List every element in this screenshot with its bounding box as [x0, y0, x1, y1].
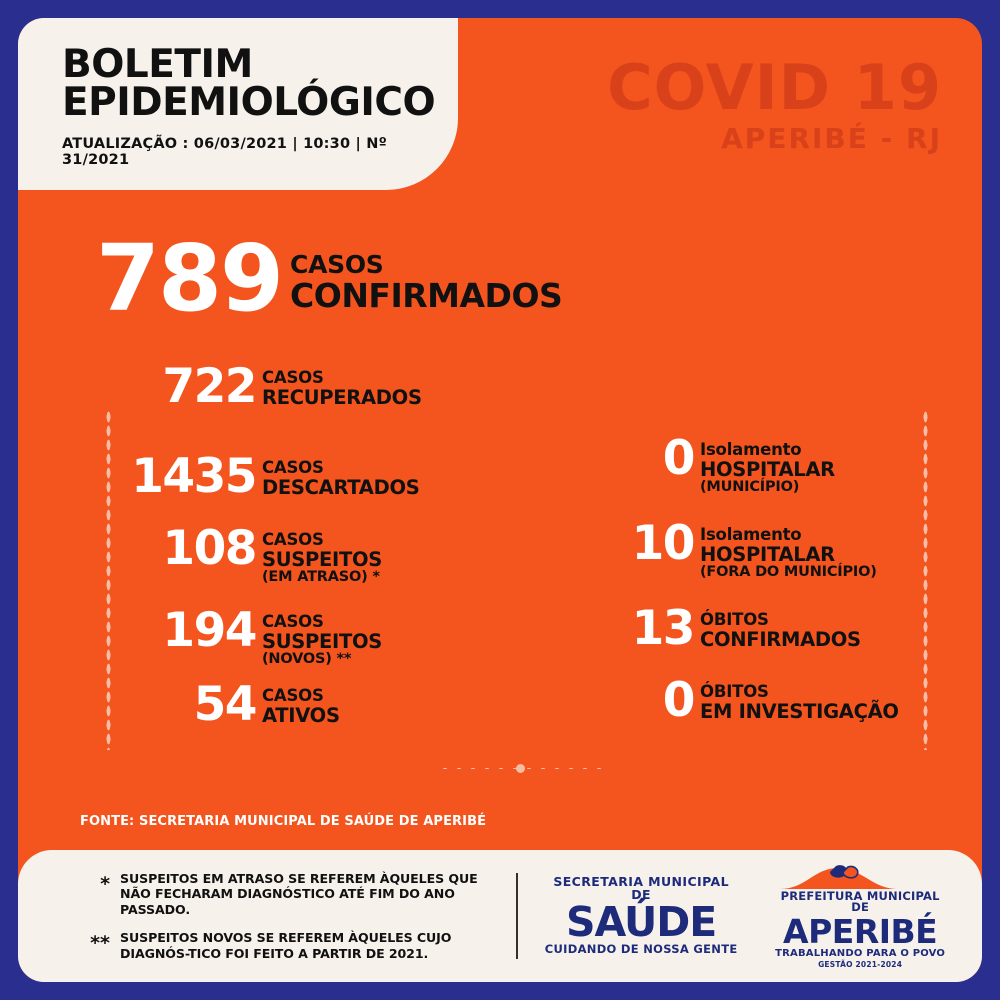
stat-label-line-3: (EM ATRASO) *: [262, 568, 380, 585]
stat-confirmed-cases: [96, 225, 563, 332]
stat-label-line-1: ÓBITOS: [700, 610, 769, 629]
source-note: FONTE: SECRETARIA MUNICIPAL DE SAÚDE DE APERIBÉ: [80, 814, 487, 829]
stat-label-line-2: RECUPERADOS: [262, 385, 422, 409]
stat-label-line-1: CASOS: [262, 686, 324, 705]
stat-label-line-1: CASOS: [262, 458, 324, 477]
logo-saude-top: SECRETARIA MUNICIPAL DE: [553, 874, 729, 902]
stat-labels: [262, 610, 382, 667]
brand-title: COVID 19: [607, 51, 942, 124]
footnote-text: SUSPEITOS NOVOS SE REFEREM ÀQUELES CUJO DIAGNÓS-TICO FOI FEITO A PARTIR DE 2021.: [120, 929, 452, 961]
stat-labels: [700, 608, 861, 650]
poster-body: [18, 18, 982, 982]
stat-value: 54: [193, 677, 256, 732]
stat-labels: [262, 684, 340, 726]
footer-divider: [516, 873, 518, 959]
stat-value: 10: [631, 516, 694, 571]
title-card: [18, 18, 458, 190]
footnotes: [52, 871, 510, 962]
logo-aperibe-top: PREFEITURA MUNICIPAL DE: [780, 888, 940, 915]
stat-label-line-3: (MUNICÍPIO): [700, 478, 800, 495]
footnote-marker: *: [100, 872, 110, 895]
footnote-text: SUSPEITOS EM ATRASO SE REFEREM ÀQUELES QUE NÃO FECHARAM DIAGNÓSTICO ATÉ FIM DO ANO PASSADO.: [120, 870, 478, 918]
stat-label-line-1: Isolamento: [700, 525, 802, 544]
stat-label-line-1: CASOS: [262, 612, 324, 631]
stat-label-line-2: EM INVESTIGAÇÃO: [700, 699, 899, 723]
dotted-divider-right: [923, 410, 928, 750]
stat-value: 789: [96, 225, 283, 332]
logo-secretaria-saude: [544, 876, 738, 956]
logo-aperibe-tagline: TRABALHANDO PARA O POVO: [775, 947, 946, 959]
stat-value: 722: [162, 359, 256, 414]
stat-label-line-1: CASOS: [262, 368, 324, 387]
stat-label-line-2: ATIVOS: [262, 703, 340, 727]
stat-label-line-3: (NOVOS) **: [262, 650, 352, 667]
stat-value: 194: [162, 603, 256, 658]
stat-label-line-2: CONFIRMADOS: [290, 276, 563, 315]
logo-aperibe-term: GESTÃO 2021-2024: [818, 959, 903, 969]
stat-value: 1435: [131, 449, 256, 504]
logo-aperibe-title: APERIBÉ: [783, 911, 938, 951]
stat-label-line-2: SUSPEITOS: [262, 547, 383, 571]
dotted-divider-bottom: [438, 766, 608, 771]
footer: [18, 850, 982, 982]
stat-label-line-1: ÓBITOS: [700, 682, 769, 701]
stat-active: [96, 677, 340, 732]
logo-saude-tagline: CUIDANDO DE NOSSA GENTE: [544, 942, 738, 957]
stat-label-line-1: Isolamento: [700, 440, 802, 459]
stat-label-line-1: CASOS: [290, 250, 384, 279]
stat-discarded: [96, 449, 420, 504]
brand-location: APERIBÉ - RJ: [721, 121, 942, 155]
stat-label-line-2: HOSPITALAR: [700, 542, 835, 566]
header: [18, 18, 982, 193]
covid-brand: [607, 51, 942, 155]
footer-logos: [544, 864, 948, 969]
page-title: [62, 42, 458, 126]
stat-labels: [700, 438, 835, 495]
logo-prefeitura-aperibe: [772, 864, 948, 969]
hill-icon: [776, 864, 944, 890]
stat-value: 0: [662, 431, 694, 486]
stat-labels: [262, 366, 422, 408]
stat-value: 108: [162, 521, 256, 576]
stat-suspected-backlog: [96, 521, 383, 585]
footnote-marker: **: [90, 931, 110, 954]
footnote-item: [80, 930, 510, 961]
stat-hospital-isolation-municipality: [618, 431, 835, 495]
stat-label-line-2: CONFIRMADOS: [700, 627, 861, 651]
stat-labels: [700, 523, 877, 580]
stat-recovered: [96, 359, 422, 414]
stat-label-line-1: CASOS: [262, 530, 324, 549]
stat-label-line-2: SUSPEITOS: [262, 629, 383, 653]
title-line-1: BOLETIM: [62, 42, 253, 87]
stat-value: 13: [631, 601, 694, 656]
stat-labels: [700, 680, 899, 722]
stat-deaths-confirmed: [618, 601, 861, 656]
stat-labels: [262, 528, 382, 585]
title-line-2: EPIDEMIOLÓGICO: [62, 80, 436, 126]
logo-saude-title: SAÚDE: [565, 898, 717, 947]
stat-label-line-3: (FORA DO MUNICÍPIO): [700, 563, 877, 580]
stat-labels: [262, 456, 419, 498]
stat-label-line-2: DESCARTADOS: [262, 475, 420, 499]
stat-suspected-new: [96, 603, 383, 667]
stat-hospital-isolation-outside: [618, 516, 877, 580]
footnote-item: [80, 871, 510, 918]
stat-deaths-under-investigation: [618, 673, 899, 728]
stat-labels: [290, 240, 562, 314]
stat-label-line-2: HOSPITALAR: [700, 457, 835, 481]
update-info: ATUALIZAÇÃO : 06/03/2021 | 10:30 | Nº 31/2021: [62, 136, 387, 169]
stat-value: 0: [662, 673, 694, 728]
